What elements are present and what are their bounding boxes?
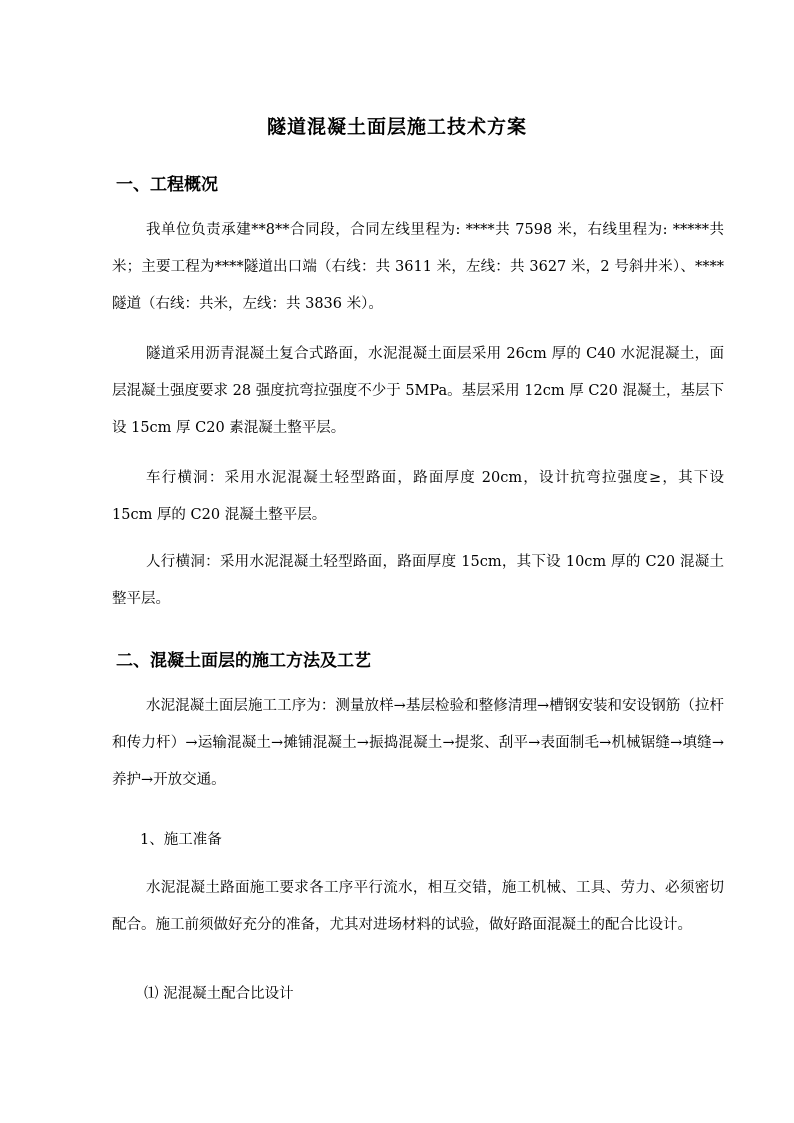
paragraph-vehicle-crosspassage: 车行横洞：采用水泥混凝土轻型路面，路面厚度 20cm，设计抗弯拉强度≥，其下设 15cm 厚的 C20 混凝土整平层。 xyxy=(112,470,724,523)
paragraph-project-scope: 我单位负责承建**8**合同段，合同左线里程为: ****共 7598 米，右线里程为: *****共米；主要工程为****隧道出口端（右线：共 3611 米，左线：共 3627 米，2 号斜井米）、****隧道（右线：共米，左线：共 3836 米）。 xyxy=(112,222,724,312)
list-item-mix-design: ⑴ 泥混凝土配合比设计 xyxy=(144,986,294,1002)
subsection-heading-preparation: 1、施工准备 xyxy=(140,832,222,848)
section-heading-overview: 一、工程概况 xyxy=(116,175,218,195)
paragraph-pedestrian-crosspassage: 人行横洞：采用水泥混凝土轻型路面，路面厚度 15cm，其下设 10cm 厚的 C20 混凝土整平层。 xyxy=(112,554,724,607)
paragraph-process-sequence: 水泥混凝土面层施工工序为：测量放样→基层检验和整修清理→槽钢安装和安设钢筋（拉杆和传力杆）→运输混凝土→摊铺混凝土→振捣混凝土→提浆、刮平→表面制毛→机械锯缝→填缝→养护→开放交通。 xyxy=(112,698,724,788)
document-title: 隧道混凝土面层施工技术方案 xyxy=(266,116,527,138)
paragraph-preparation: 水泥混凝土路面施工要求各工序平行流水，相互交错，施工机械、工具、劳力、必须密切配合。施工前须做好充分的准备，尤其对进场材料的试验，做好路面混凝土的配合比设计。 xyxy=(112,880,724,933)
section-heading-construction-method: 二、混凝土面层的施工方法及工艺 xyxy=(116,651,371,671)
paragraph-pavement-structure: 隧道采用沥青混凝土复合式路面，水泥混凝土面层采用 26cm 厚的 C40 水泥混凝土，面层混凝土强度要求 28 强度抗弯拉强度不少于 5MPa。基层采用 12cm 厚 C20 混凝土，基层下设 15cm 厚 C20 素混凝土整平层。 xyxy=(112,346,724,436)
